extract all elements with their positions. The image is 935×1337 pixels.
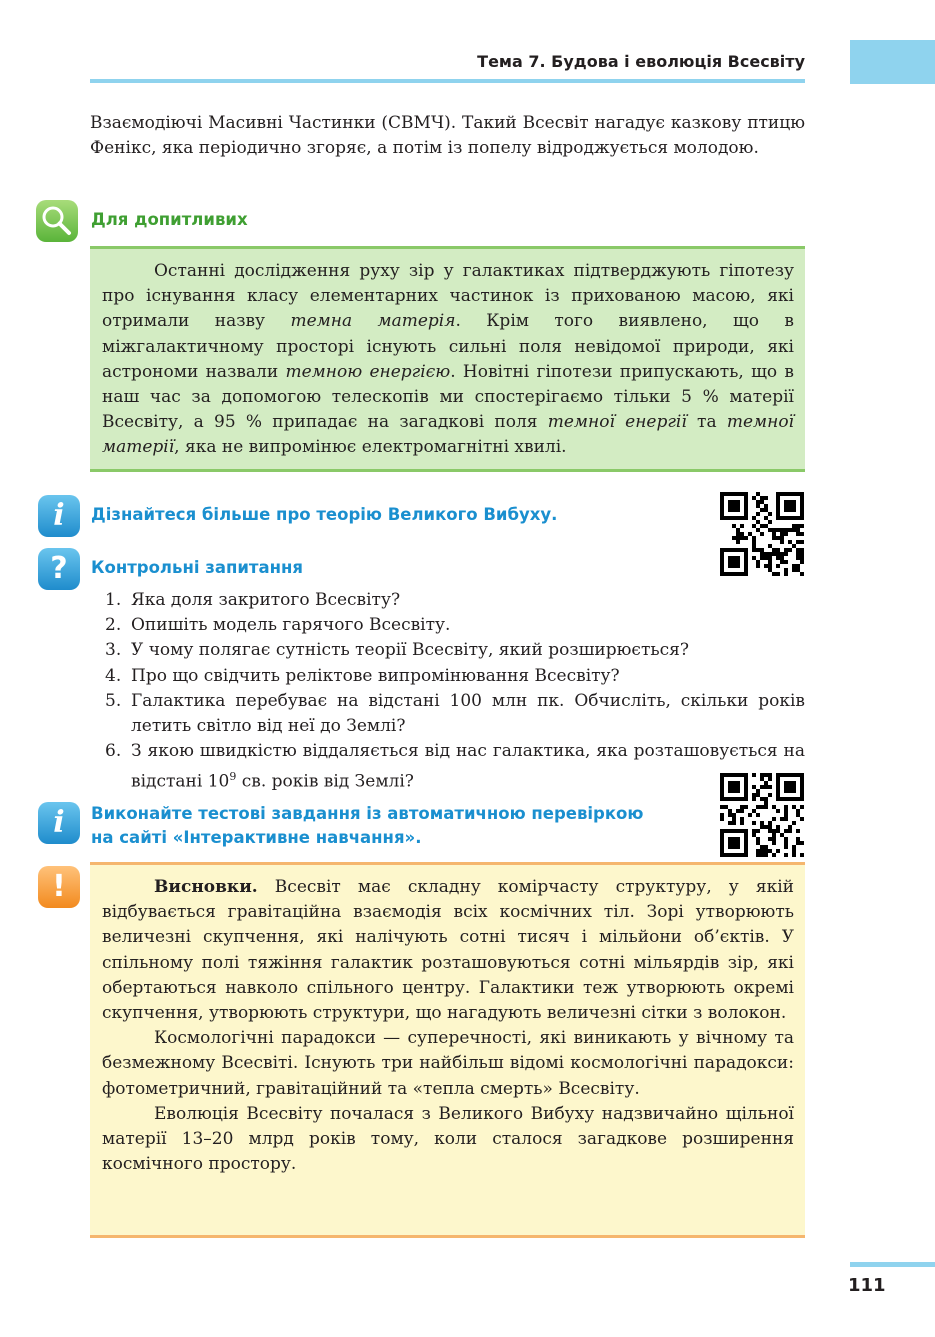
- term-dark-energy: темною енергією: [285, 361, 451, 382]
- curious-title: Для допитливих: [91, 210, 248, 229]
- exclamation-icon: !: [38, 866, 80, 908]
- questions-title: Контрольні запитання: [91, 558, 304, 577]
- list-item: 5. Галактика перебуває на відстані 100 млн пк. Обчисліть, скільки років летить світло від неї до Землі?: [105, 690, 805, 737]
- list-item: 4. Про що свідчить реліктове випромінювання Всесвіту?: [105, 665, 620, 686]
- corner-tab: [850, 40, 935, 84]
- term-dark-matter: темна матерія: [290, 311, 456, 332]
- conclusions-text: Висновки. Всесвіт має складну комірчасту структуру, у якій відбувається гравітаційна взаємодія всіх космічних тіл. Зорі утворюють величезні скупчення, які налічують сотні тисяч і мільйони об’єктів. У спільному полі тяжіння галактик розташовуються сотні мільярдів зір, які обертаються навколо спільного центру. Галактики теж утворюють окремі скупчення, утворюють структури, що нагадують величезні сітки з волокон. Космологічні парадокси — суперечності, які виникають у вічному та безмежному Всесвіті. Існують три найбільш відомі космологічні парадокси: фотометричний, гравітаційний та «тепла смерть» Всесвіту. Еволюція Всесвіту почалася з Великого Вибуху надзвичайно щільної матерії 13–20 млрд років тому, коли сталося загадкове розширення космічного простору.: [102, 877, 794, 1175]
- qr-code[interactable]: [720, 492, 804, 576]
- footer-rule: [850, 1262, 935, 1267]
- intro-paragraph: Взаємодіючі Масивні Частинки (СВМЧ). Такий Всесвіт нагадує казкову птицю Фенікс, яка періодично згоряє, а потім із попелу відроджується молодою.: [90, 113, 805, 159]
- header-title: Тема 7. Будова і еволюція Всесвіту: [477, 52, 805, 71]
- test-link[interactable]: Виконайте тестові завдання із автоматичною перевіркою на сайті «Інтерактивне навчання».: [91, 804, 644, 847]
- header-rule: [90, 79, 805, 83]
- magnifier-icon: [36, 200, 78, 242]
- list-item: 3. У чому полягає сутність теорії Всесвіту, який розширюється?: [105, 640, 689, 661]
- info-icon: i: [38, 802, 80, 844]
- qr-code[interactable]: [720, 773, 804, 857]
- learn-more-link[interactable]: Дізнайтеся більше про теорію Великого Вибуху.: [91, 505, 558, 524]
- page-number: 111: [848, 1275, 886, 1296]
- curious-text: Останні дослідження руху зір у галактиках підтверджують гіпотезу про існування класу елементарних частинок із прихованою масою, які отримали назву темна матерія. Крім того виявлено, що в міжгалактичному просторі існують сильні поля невідомої природи, які астрономи назвали темною енергією. Новітні гіпотези припускають, що в наш час за допомогою телескопів ми спостерігаємо тільки 5 % матерії Всесвіту, а 95 % припадає на загадкові поля темної енергії та темної матерії, яка не випромінює електромагнітні хвилі.: [102, 261, 794, 458]
- question-icon: ?: [38, 548, 80, 590]
- list-item: 2. Опишіть модель гарячого Всесвіту.: [105, 615, 451, 636]
- info-icon: i: [38, 495, 80, 537]
- list-item: 1. Яка доля закритого Всесвіту?: [105, 590, 401, 610]
- questions-list: [105, 588, 805, 795]
- list-item: 6. З якою швидкістю віддаляється від нас галактика, яка розташовується на відстані $10^9$ св. років від Землі?: [105, 741, 805, 793]
